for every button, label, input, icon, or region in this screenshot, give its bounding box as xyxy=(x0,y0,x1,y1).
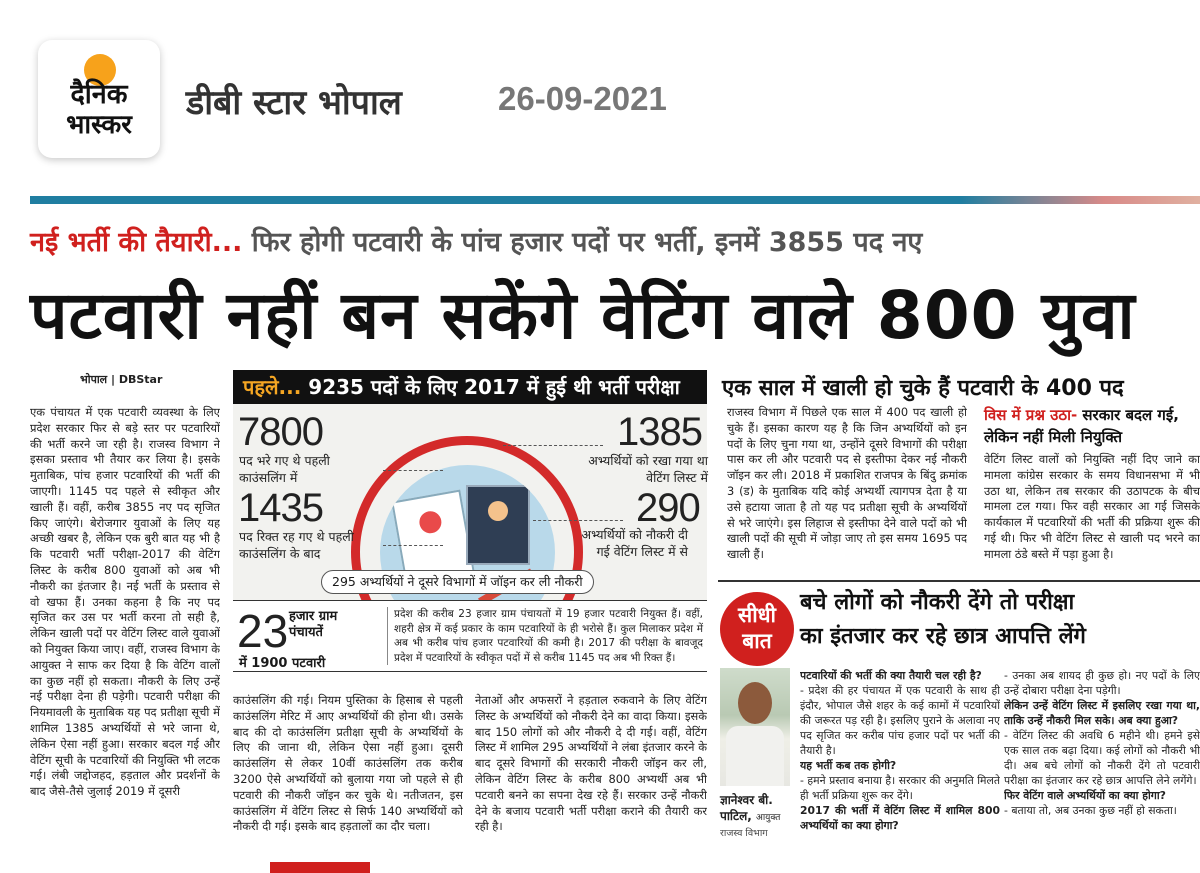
interview-answer: - प्रदेश की हर पंचायत में एक पटवारी के साथ ही इंदौर, भोपाल जैसे शहर के कई कामों में पटवारियों की जरूरत पड़ रही है। इसलिए पुराने के अलावा नए पद सृजित कर करीब पांच हजार पदों पर भर्ती की तैयारी है। xyxy=(800,684,1000,757)
factbox-label: हजार ग्राम पंचायतें xyxy=(289,609,338,640)
connector-line xyxy=(503,445,603,446)
infographic xyxy=(233,370,707,600)
article-column-1: एक पंचायत में एक पटवारी व्यवस्था के लिए प्रदेश सरकार फिर से बड़े स्तर पर पटवारियों की भर्ती करने जा रही है। राजस्व विभाग ने इसका प्रस्ताव भी तैयार कर लिया है। इसके मुताबिक, पांच हजार पटवारियों की भर्ती की जाएगी। 1145 पद पहले से स्वीकृत और खाली हैं। वहीं, करीब 3855 नए पद सृजित किए जाएंगे। बेरोजगार युवाओं के लिए यह अच्छी खबर है, लेकिन एक बुरी बात यह भी है कि पटवारी भर्ती परीक्षा-2017 की वेटिंग लिस्ट के करीब 800 युवाओं को अब भी नौकरी का इंतजार है। नई भर्ती के प्रस्ताव से वो खफा हैं। उनका कहना है कि नए पद सृजित कर उस पर भर्ती करना तो सही है, लेकिन खाली पदों पर वेटिंग लिस्ट वाले युवाओं को नियुक्त किया जाए। वहीं, राजस्व विभाग के आयुक्त ने साफ कर दिया है कि वेटिंग वालों का कुछ नहीं हो सकता। नौकरी के लिए उन्हें नई परीक्षा देना ही पड़ेगी। पटवारी परीक्षा की नियमावली के मुताबिक यह पद प्रतीक्षा सूची में शामिल 1385 अभ्यर्थियों से भरे जाना थे, लेकिन ऐसा नहीं हुआ। सरकार बदल गई और वेटिंग सूची के पटवारियों की नियुक्ति भी लटक गई। लंबी जद्दोजहद, हड़ताल और प्रदर्शनों के बाद जैसे-तैसे जुलाई 2019 में दूसरी xyxy=(30,405,220,799)
next-article-strip xyxy=(30,862,1200,873)
interview-answer: - हमने प्रस्ताव बनाया है। सरकार की अनुमति मिलते ही भर्ती प्रक्रिया शुरू कर देंगे। xyxy=(800,774,1000,802)
edition-date: 26-09-2021 xyxy=(498,80,667,117)
candidate-avatar-icon xyxy=(488,501,508,521)
interview-question: पटवारियों की भर्ती की क्या तैयारी चल रही है? xyxy=(800,669,982,682)
stat-number: 7800 xyxy=(238,410,323,454)
side-subheading xyxy=(984,404,1200,448)
portrait-face xyxy=(738,682,772,724)
stat-number: 1435 xyxy=(238,486,323,530)
photo-caption-role: राजस्व विभाग xyxy=(720,828,768,839)
official-designation: आयुक्त xyxy=(755,813,781,823)
photo-caption-name xyxy=(720,792,798,826)
official-photo xyxy=(720,668,790,786)
edition-title: डीबी स्टार भोपाल xyxy=(186,83,402,123)
kicker-text: फिर होगी पटवारी के पांच हजार पदों पर भर्ती, इनमें 3855 पद नए xyxy=(242,227,923,258)
seedhi-baat-badge xyxy=(720,592,794,666)
infographic-title-accent: पहले... xyxy=(243,375,302,399)
connector-line xyxy=(383,470,443,471)
interview-column-2 xyxy=(1004,668,1200,860)
stat-caption: अभ्यर्थियों को रखा गया था वेटिंग लिस्ट में xyxy=(588,453,708,485)
kicker xyxy=(30,222,922,259)
interview-question: 2017 की भर्ती में वेटिंग लिस्ट में शामिल 800 अभ्यर्थियों का क्या होगा? xyxy=(800,804,1000,832)
side-story-column: राजस्व विभाग में पिछले एक साल में 400 पद खाली हो चुके हैं। इसका कारण यह है कि जिन अभ्यर्थियों को इन पदों के लिए चुना गया था, उन्होंने दूसरे विभागों की परीक्षा पास कर ली और पटवारी पद से इस्तीफा देकर नई नौकरी जॉइन कर ली। 2018 में प्रकाशित राजपत्र के बिंदु क्रमांक 3 (ड) के मुताबिक यदि कोई अभ्यर्थी त्यागपत्र देता है या उसे हटाया जाता है तो यह पद प्रतीक्षा सूची के अभ्यर्थियों से भरे जाएंगे। इस लिहाज से इस्तीफा देने वाले पदों को भी खाली पदों की सूची में जोड़ा जाए तो इस समय 1695 पद खाली हैं। xyxy=(727,405,967,562)
byline-brand: DBStar xyxy=(118,373,163,386)
candidate-avatar-icon xyxy=(418,509,443,534)
interview-heading-line1: बचे लोगों को नौकरी देंगे तो परीक्षा xyxy=(800,590,1075,615)
kicker-highlight: नई भर्ती की तैयारी... xyxy=(30,227,243,258)
stat-number: 290 xyxy=(636,486,700,530)
interview-heading-line2: का इंतजार कर रहे छात्र आपत्ति लेंगे xyxy=(800,624,1086,649)
connector-line xyxy=(383,545,443,546)
portrait-shirt xyxy=(726,726,784,786)
interview-column-1 xyxy=(800,668,1000,860)
side-subheading-highlight: विस में प्रश्न उठा- xyxy=(984,406,1083,424)
infographic-title-text: 9235 पदों के लिए 2017 में हुई थी भर्ती परीक्षा xyxy=(301,375,680,399)
byline-place: भोपाल xyxy=(80,373,108,386)
logo-text-line1: दैनिक xyxy=(70,79,128,110)
article-column-2: काउंसलिंग की गई। नियम पुस्तिका के हिसाब से पहली काउंसलिंग मेरिट में आए अभ्यर्थियों की होना थी। उसके बाद की दो काउंसलिंग प्रतीक्षा सूची के अभ्यर्थियों के लिए की जाना थी, लेकिन ऐसा नहीं हुआ। दूसरी काउंसलिंग से लेकर 10वीं काउंसलिंग तक करीब 3200 ऐसे अभ्यर्थियों को बुलाया गया जो पहले से ही पटवारी की नौकरी जॉइन कर चुके थे। नतीजतन, इस काउंसलिंग में वेटिंग लिस्ट से सिर्फ 140 अभ्यर्थियों को नौकरी दी गई। इसके बाद हड़तालों का दौर चला। xyxy=(233,693,463,834)
section-divider xyxy=(718,580,1200,582)
side-subheading-text: सरकार बदल गई, लेकिन नहीं मिली नियुक्ति xyxy=(984,406,1179,446)
article-column-3: नेताओं और अफसरों ने हड़ताल रुकवाने के लिए वेटिंग लिस्ट के अभ्यर्थियों को नौकरी देने का वादा किया। इसके बाद 150 लोगों को और नौकरी दे दी गई। वहीं, वेटिंग लिस्ट में शामिल 295 अभ्यर्थियों ने लंबा इंतजार करने के बाद दूसरे विभागों की सरकारी नौकरी जॉइन कर ली, लेकिन वेटिंग लिस्ट के करीब 800 अभ्यर्थी अब भी पटवारी बनने का सपना देख रहे हैं। सरकार उन्हें नौकरी देने के बजाय पटवारी भर्ती परीक्षा कराने की तैयारी कर रही है। xyxy=(475,693,707,834)
side-story-heading: एक साल में खाली हो चुके हैं पटवारी के 400 पद xyxy=(722,376,1124,401)
panchayat-factbox xyxy=(233,600,707,672)
badge-line2: बात xyxy=(742,629,772,653)
next-article-label-strip xyxy=(270,862,370,873)
interview-question: लेकिन उन्हें वेटिंग लिस्ट में इसलिए रखा गया था, ताकि उन्हें नौकरी मिल सके। अब क्या हुआ? xyxy=(1004,699,1200,727)
dainik-bhaskar-logo[interactable] xyxy=(38,40,160,158)
stat-caption: पद भरे गए थे पहली काउंसलिंग में xyxy=(239,453,330,485)
headline: पटवारी नहीं बन सकेंगे वेटिंग वाले 800 युवा xyxy=(30,277,1136,354)
interview-answer: - वेटिंग लिस्ट की अवधि 6 महीने थी। हमने इसे एक साल तक बढ़ा दिया। कई लोगों को नौकरी भी दी। अब बचे लोगों को नौकरी देंगे तो पटवारी परीक्षा का इंतजार कर रहे छात्र आपत्ति लेने लगेंगे। xyxy=(1004,729,1200,787)
factbox-subtitle: में 1900 पटवारी xyxy=(239,656,326,671)
side-subheading-column: वेटिंग लिस्ट वालों को नियुक्ति नहीं दिए जाने का मामला कांग्रेस सरकार के समय विधानसभा में भी उठा था, लेकिन तब सरकार की उठापटक के बीच मामला टल गया। फिर वही सरकार आ गई जिसके कार्यकाल में पटवारियों की भर्ती की प्रक्रिया शुरू की गई थी। फिर भी वेटिंग लिस्ट से खाली पद भरने का मामला ठंडे बस्ते में पड़ा हुआ है। xyxy=(984,452,1200,561)
official-name: ज्ञानेश्वर बी. पाटिल, xyxy=(720,793,773,823)
interview-answer: - बताया तो, अब उनका कुछ नहीं हो सकता। xyxy=(1004,804,1177,817)
stat-caption: पद रिक्त रह गए थे पहली काउंसलिंग के बाद xyxy=(239,529,354,561)
badge-line1: सीधी xyxy=(738,603,776,627)
interview-answer: - उनका अब शायद ही कुछ हो। नए पदों के लिए उन्हें दोबारा परीक्षा देना पड़ेगी। xyxy=(1004,669,1200,697)
factbox-number: 23 xyxy=(237,605,289,657)
interview-question: यह भर्ती कब तक होगी? xyxy=(800,759,897,772)
epaper-header xyxy=(0,0,1200,198)
interview-heading xyxy=(800,586,1200,654)
tablet-profile-icon xyxy=(466,485,530,565)
connector-line xyxy=(533,520,623,521)
byline: भोपाल | DBStar xyxy=(80,373,163,386)
header-divider-fade xyxy=(960,196,1200,204)
logo-text-line2: भास्कर xyxy=(66,110,132,140)
stat-pill: 295 अभ्यर्थियों ने दूसरे विभागों में जॉइन कर ली नौकरी xyxy=(321,570,594,594)
interview-question: फिर वेटिंग वाले अभ्यर्थियों का क्या होगा? xyxy=(1004,789,1166,802)
stat-caption: अभ्यर्थियों को नौकरी दी गई वेटिंग लिस्ट में से xyxy=(581,527,688,559)
factbox-text: प्रदेश की करीब 23 हजार ग्राम पंचायतों में 19 हजार पटवारी नियुक्त हैं। वहीं, शहरी क्षेत्र में कई प्रकार के काम पटवारियों के ही भरोसे हैं। कुल मिलाकर प्रदेश में अब भी करीब पांच हजार पटवारियों की कमी है। 2017 की परीक्षा के बावजूद प्रदेश में पटवारियों के स्वीकृत पदों में से करीब 1145 पद अब भी रिक्त हैं। xyxy=(387,607,703,665)
stat-number: 1385 xyxy=(617,410,702,454)
infographic-title xyxy=(233,370,707,404)
